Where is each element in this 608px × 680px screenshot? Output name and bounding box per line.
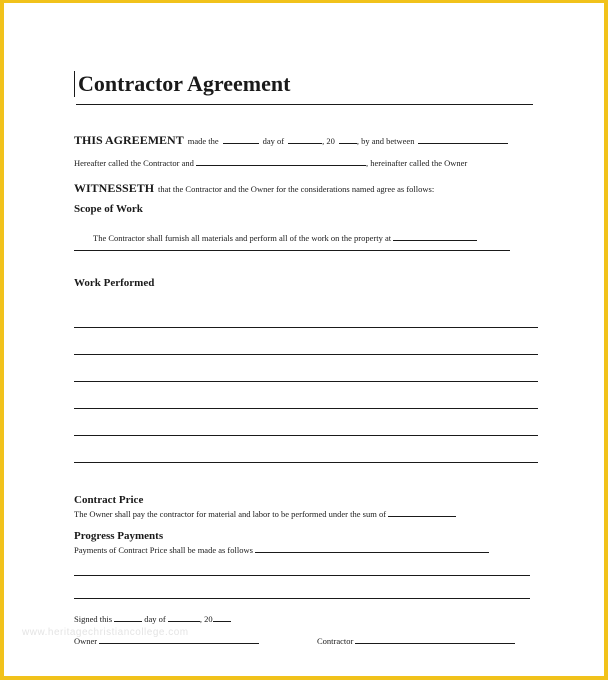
owner-label: Owner xyxy=(74,636,98,646)
work-performed-line[interactable] xyxy=(74,381,538,382)
work-performed-heading: Work Performed xyxy=(74,277,155,289)
signed-line xyxy=(74,612,231,625)
document-page xyxy=(4,3,604,676)
signed-year-prefix: , 20 xyxy=(199,614,213,624)
witnesseth-lead: WITNESSETH xyxy=(74,181,155,195)
contract-price-line xyxy=(74,507,456,520)
scope-heading: Scope of Work xyxy=(74,203,143,215)
agreement-made-the: made the xyxy=(187,136,219,146)
agreement-month-field[interactable] xyxy=(288,134,322,144)
witnesseth-line xyxy=(74,179,434,197)
contract-sum-field[interactable] xyxy=(388,507,456,517)
work-performed-line[interactable] xyxy=(74,462,538,463)
agreement-day-of: day of xyxy=(262,136,285,146)
scope-continuation-line[interactable] xyxy=(74,250,510,251)
watermark: www.heritagechristiancollege.com xyxy=(22,627,189,638)
agreement-line xyxy=(74,131,508,149)
scope-line xyxy=(93,231,477,244)
agreement-party-field[interactable] xyxy=(418,134,508,144)
hereafter-line xyxy=(74,156,467,169)
hereafter-prefix: Hereafter called the Contractor and xyxy=(74,158,194,168)
progress-payments-text: Payments of Contract Price shall be made as follows xyxy=(74,545,253,555)
witnesseth-text: that the Contractor and the Owner for the considerations named agree as follows: xyxy=(158,184,435,194)
payment-terms-line[interactable] xyxy=(74,575,530,576)
contract-price-text: The Owner shall pay the contractor for material and labor to be performed under the sum of xyxy=(74,509,387,519)
contractor-signature-row xyxy=(317,634,515,647)
work-performed-line[interactable] xyxy=(74,327,538,328)
work-performed-line[interactable] xyxy=(74,354,538,355)
work-performed-line[interactable] xyxy=(74,435,538,436)
payment-terms-line[interactable] xyxy=(74,598,530,599)
payment-terms-field[interactable] xyxy=(255,543,489,553)
contractor-signature-field[interactable] xyxy=(355,634,515,644)
property-address-field[interactable] xyxy=(393,231,477,241)
agreement-year-prefix: , 20 xyxy=(322,136,335,146)
agreement-year-field[interactable] xyxy=(339,134,357,144)
contract-price-heading: Contract Price xyxy=(74,494,144,506)
agreement-lead: THIS AGREEMENT xyxy=(74,133,184,147)
owner-name-field[interactable] xyxy=(196,156,366,166)
contractor-label: Contractor xyxy=(317,636,354,646)
document-title: Contractor Agreement xyxy=(74,71,290,97)
signed-day-of: day of xyxy=(144,614,166,624)
work-performed-line[interactable] xyxy=(74,408,538,409)
scope-text: The Contractor shall furnish all materials and perform all of the work on the property at xyxy=(93,233,392,243)
hereafter-suffix: , hereinafter called the Owner xyxy=(366,158,468,168)
signed-prefix: Signed this xyxy=(74,614,113,624)
signed-day-field[interactable] xyxy=(114,612,142,622)
signed-year-field[interactable] xyxy=(213,612,231,622)
progress-payments-line xyxy=(74,543,489,556)
signed-month-field[interactable] xyxy=(168,612,200,622)
agreement-day-field[interactable] xyxy=(223,134,259,144)
agreement-by-and-between: , by and between xyxy=(356,136,415,146)
progress-payments-heading: Progress Payments xyxy=(74,530,164,542)
title-underline xyxy=(76,104,533,105)
